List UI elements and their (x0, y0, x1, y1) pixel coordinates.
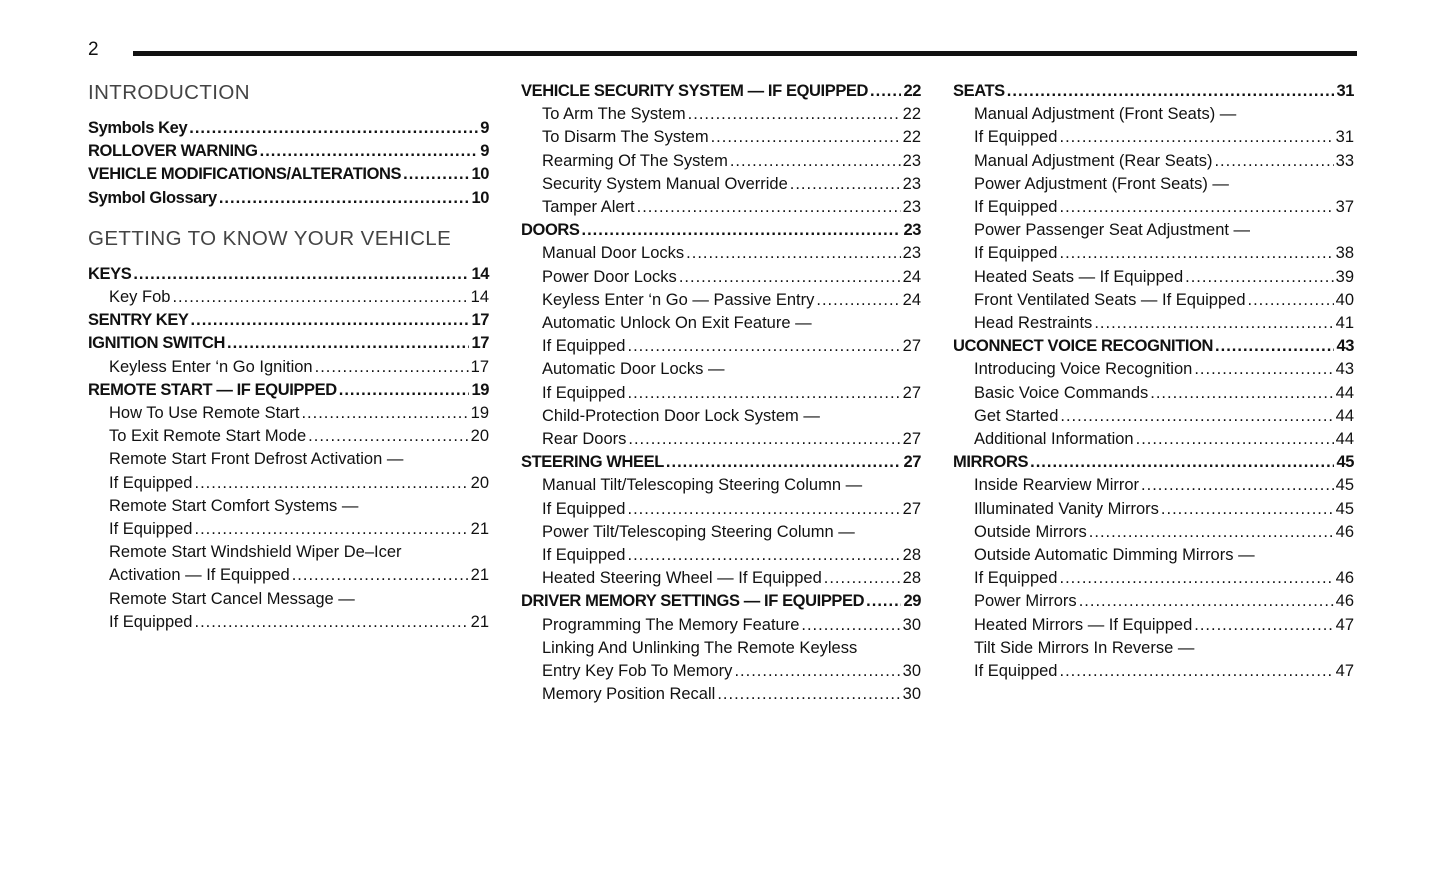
toc-sub-entry[interactable] (953, 567, 1354, 590)
dot-leader (1059, 126, 1333, 149)
toc-page-number: 22 (903, 82, 921, 100)
toc-page-number: 19 (470, 404, 489, 423)
toc-page-number: 14 (471, 264, 489, 283)
toc-sub-entry (521, 358, 921, 381)
toc-page-number: 17 (470, 357, 489, 376)
toc-entry-title: Power Passenger Seat Adjustment — (974, 221, 1251, 240)
toc-sub-entry (953, 103, 1354, 126)
toc-page-number: 10 (471, 188, 489, 207)
toc-entry-title: DRIVER MEMORY SETTINGS — IF EQUIPPED (521, 592, 865, 611)
toc-sub-entry[interactable] (953, 126, 1354, 149)
dot-leader (1150, 382, 1333, 405)
toc-sub-entry[interactable] (953, 382, 1354, 405)
toc-sub-entry[interactable] (521, 683, 921, 706)
toc-entry-title: If Equipped (974, 128, 1058, 147)
toc-entry-title: Key Fob (109, 288, 171, 307)
toc-sub-entry[interactable] (521, 126, 921, 149)
toc-sub-entry[interactable] (953, 196, 1354, 219)
toc-sub-entry[interactable] (521, 567, 921, 590)
toc-sub-entry[interactable] (953, 150, 1354, 173)
toc-entry-title: Remote Start Windshield Wiper De–Icer (109, 543, 402, 562)
toc-sub-entry[interactable] (88, 518, 489, 541)
dot-leader (172, 286, 468, 309)
toc-main-entry[interactable] (521, 451, 921, 474)
toc-main-entry[interactable] (521, 80, 921, 103)
toc-sub-entry[interactable] (88, 402, 489, 425)
toc-entry-title: DOORS (521, 221, 580, 240)
toc-main-entry[interactable] (88, 117, 489, 140)
dot-leader (1094, 312, 1333, 335)
toc-entry-title: Power Adjustment (Front Seats) — (974, 174, 1229, 193)
dot-leader (734, 660, 900, 683)
toc-page-number: 24 (902, 290, 921, 309)
toc-page-number: 14 (470, 288, 489, 307)
toc-page-number: 46 (1335, 592, 1354, 611)
toc-sub-entry[interactable] (953, 614, 1354, 637)
toc-entry-title: Remote Start Cancel Message — (109, 589, 355, 608)
toc-entry-title: If Equipped (974, 662, 1058, 681)
toc-page-number: 30 (902, 685, 921, 704)
dot-leader (870, 80, 901, 103)
toc-entry-title: Manual Adjustment (Front Seats) — (974, 105, 1237, 124)
dot-leader (1059, 567, 1333, 590)
toc-sub-entry[interactable] (953, 358, 1354, 381)
toc-page-number: 43 (1336, 337, 1354, 356)
toc-sub-entry[interactable] (521, 196, 921, 219)
toc-main-entry[interactable] (953, 80, 1354, 103)
toc-main-entry[interactable] (88, 263, 489, 286)
toc-entry-title: STEERING WHEEL (521, 453, 664, 472)
toc-entry-title: If Equipped (974, 244, 1058, 263)
dot-leader (1007, 80, 1335, 103)
toc-page-number: 21 (470, 612, 489, 631)
dot-leader (219, 187, 470, 210)
toc-sub-entry[interactable] (521, 382, 921, 405)
toc-entry-title: Automatic Unlock On Exit Feature — (542, 314, 812, 333)
toc-sub-entry (88, 588, 489, 611)
toc-page-number: 23 (902, 198, 921, 217)
toc-page-number: 31 (1336, 82, 1354, 100)
toc-page-number: 23 (902, 174, 921, 193)
toc-page-number: 46 (1335, 569, 1354, 588)
toc-entry-title: If Equipped (974, 198, 1058, 217)
toc-entry-title: Keyless Enter ‘n Go Ignition (109, 357, 313, 376)
toc-page-number: 28 (902, 569, 921, 588)
dot-leader (1248, 289, 1334, 312)
toc-entry-title: Tamper Alert (542, 198, 635, 217)
toc-entry-title: IGNITION SWITCH (88, 334, 225, 353)
toc-entry-title: If Equipped (542, 383, 626, 402)
toc-sub-entry[interactable] (521, 660, 921, 683)
toc-entry-title: Manual Tilt/Telescoping Steering Column — (542, 476, 863, 495)
toc-sub-entry (88, 541, 489, 564)
toc-sub-entry (521, 312, 921, 335)
toc-page-number: 9 (480, 142, 489, 161)
toc-entry-title: To Arm The System (542, 105, 686, 124)
toc-page-number: 21 (470, 520, 489, 539)
dot-leader (1059, 196, 1333, 219)
dot-leader (1194, 358, 1333, 381)
toc-entry-title: Power Door Locks (542, 267, 677, 286)
toc-entry-title: Memory Position Recall (542, 685, 716, 704)
toc-entry-title: Symbol Glossary (88, 188, 217, 207)
toc-page-number: 27 (902, 430, 921, 449)
toc-entry-title: SENTRY KEY (88, 311, 189, 330)
dot-leader (227, 332, 469, 355)
toc-column-1 (88, 80, 489, 634)
toc-entry-title: Keyless Enter ‘n Go — Passive Entry (542, 290, 815, 309)
toc-page-number: 27 (902, 383, 921, 402)
toc-entry-title: If Equipped (542, 546, 626, 565)
toc-sub-entry[interactable] (953, 590, 1354, 613)
toc-sub-entry (88, 495, 489, 518)
dot-leader (1214, 150, 1333, 173)
dot-leader (191, 309, 470, 332)
toc-page-number: 19 (471, 380, 489, 399)
dot-leader (315, 356, 469, 379)
dot-leader (194, 518, 468, 541)
dot-leader (717, 683, 900, 706)
toc-entry-title: Linking And Unlinking The Remote Keyless (542, 638, 858, 657)
toc-entry-title: Power Tilt/Telescoping Steering Column — (542, 522, 855, 541)
toc-page-number: 30 (902, 615, 921, 634)
toc-sub-entry[interactable] (521, 428, 921, 451)
toc-page-number: 23 (902, 151, 921, 170)
toc-sub-entry (88, 448, 489, 471)
dot-leader (260, 140, 479, 163)
toc-main-entry[interactable] (88, 309, 489, 332)
toc-sub-entry[interactable] (953, 498, 1354, 521)
toc-page-number: 31 (1335, 128, 1354, 147)
toc-entry-title: Rear Doors (542, 430, 627, 449)
toc-sub-entry[interactable] (88, 472, 489, 495)
toc-entry-title: To Exit Remote Start Mode (109, 427, 307, 446)
toc-page-number: 44 (1335, 383, 1354, 402)
toc-page-number: 22 (902, 105, 921, 124)
toc-page-number: 27 (902, 337, 921, 356)
toc-entry-title: Automatic Door Locks — (542, 360, 725, 379)
toc-entry-title: Inside Rearview Mirror (974, 476, 1140, 495)
header-rule (133, 51, 1357, 56)
toc-page-number: 17 (471, 334, 489, 353)
dot-leader (1161, 498, 1334, 521)
toc-sub-entry (521, 637, 921, 660)
toc-page-number: 46 (1335, 522, 1354, 541)
toc-entry-title: REMOTE START — IF EQUIPPED (88, 380, 337, 399)
toc-entry-title: Child-Protection Door Lock System — (542, 406, 820, 425)
toc-entry-title: Additional Information (974, 430, 1134, 449)
section-heading: INTRODUCTION (88, 81, 250, 104)
toc-entry-title: Remote Start Comfort Systems — (109, 496, 359, 515)
dot-leader (627, 382, 900, 405)
dot-leader (730, 150, 901, 173)
dot-leader (189, 117, 478, 140)
toc-page-number: 45 (1335, 476, 1354, 495)
toc-sub-entry (521, 405, 921, 428)
toc-sub-entry[interactable] (521, 498, 921, 521)
toc-sub-entry[interactable] (953, 521, 1354, 544)
dot-leader (627, 335, 900, 358)
toc-entry-title: Manual Door Locks (542, 244, 685, 263)
toc-sub-entry[interactable] (953, 266, 1354, 289)
toc-sub-entry[interactable] (521, 103, 921, 126)
dot-leader (627, 498, 900, 521)
toc-column-3 (953, 80, 1354, 683)
dot-leader (801, 614, 900, 637)
toc-page-number: 44 (1335, 406, 1354, 425)
toc-entry-title: Entry Key Fob To Memory (542, 662, 733, 681)
toc-page-number: 47 (1335, 615, 1354, 634)
toc-sub-entry (953, 219, 1354, 242)
dot-leader (627, 544, 900, 567)
toc-main-entry[interactable] (88, 187, 489, 210)
toc-main-entry[interactable] (521, 590, 921, 613)
toc-page-number: 33 (1335, 151, 1354, 170)
toc-entry-title: If Equipped (109, 612, 193, 631)
toc-entry-title: Basic Voice Commands (974, 383, 1149, 402)
toc-entry-title: If Equipped (542, 337, 626, 356)
toc-entry-title: KEYS (88, 264, 132, 283)
toc-page-number: 47 (1335, 662, 1354, 681)
toc-entry-title: UCONNECT VOICE RECOGNITION (953, 337, 1214, 356)
toc-main-entry[interactable] (88, 163, 489, 186)
toc-sub-entry (521, 474, 921, 497)
toc-entry-title: Activation — If Equipped (109, 566, 290, 585)
toc-sub-entry[interactable] (521, 150, 921, 173)
toc-entry-title: Remote Start Front Defrost Activation — (109, 450, 404, 469)
toc-page-number: 27 (903, 453, 921, 472)
toc-entry-title: Outside Automatic Dimming Mirrors — (974, 546, 1255, 565)
toc-page-number: 22 (902, 128, 921, 147)
toc-entry-title: How To Use Remote Start (109, 404, 300, 423)
toc-entry-title: Power Mirrors (974, 592, 1077, 611)
page-number: 2 (88, 39, 99, 60)
toc-sub-entry[interactable] (88, 564, 489, 587)
toc-page-number: 21 (470, 566, 489, 585)
toc-page-number: 44 (1335, 430, 1354, 449)
toc-page-number: 37 (1335, 198, 1354, 217)
dot-leader (866, 590, 901, 613)
toc-entry-title: Heated Steering Wheel — If Equipped (542, 569, 822, 588)
toc-sub-entry[interactable] (953, 405, 1354, 428)
dot-leader (292, 564, 469, 587)
toc-entry-title: Programming The Memory Feature (542, 615, 800, 634)
toc-sub-entry[interactable] (521, 173, 921, 196)
dot-leader (1136, 428, 1334, 451)
dot-leader (308, 425, 468, 448)
toc-entry-title: To Disarm The System (542, 128, 709, 147)
toc-sub-entry[interactable] (953, 312, 1354, 335)
toc-entry-title: If Equipped (109, 520, 193, 539)
toc-sub-entry (521, 521, 921, 544)
toc-page-number: 43 (1335, 360, 1354, 379)
dot-leader (301, 402, 468, 425)
toc-sub-entry[interactable] (953, 242, 1354, 265)
toc-entry-title: Outside Mirrors (974, 522, 1087, 541)
toc-entry-title: Front Ventilated Seats — If Equipped (974, 290, 1246, 309)
toc-main-entry[interactable] (88, 140, 489, 163)
toc-page-number: 41 (1335, 314, 1354, 333)
toc-entry-title: VEHICLE MODIFICATIONS/ALTERATIONS (88, 165, 402, 184)
dot-leader (637, 196, 901, 219)
section-heading: GETTING TO KNOW YOUR VEHICLE (88, 226, 452, 250)
toc-entry-title: SEATS (953, 82, 1005, 100)
toc-sub-entry[interactable] (88, 425, 489, 448)
dot-leader (666, 451, 902, 474)
toc-main-entry[interactable] (88, 332, 489, 355)
dot-leader (1141, 474, 1334, 497)
toc-sub-entry[interactable] (521, 266, 921, 289)
toc-sub-entry[interactable] (953, 660, 1354, 683)
toc-page-number: 29 (903, 592, 921, 611)
toc-page-number: 17 (471, 311, 489, 330)
dot-leader (194, 611, 468, 634)
toc-entry-title: Rearming Of The System (542, 151, 728, 170)
toc-entry-title: If Equipped (109, 473, 193, 492)
toc-sub-entry[interactable] (953, 289, 1354, 312)
toc-entry-title: Tilt Side Mirrors In Reverse — (974, 638, 1195, 657)
toc-entry-title: If Equipped (974, 569, 1058, 588)
dot-leader (688, 103, 901, 126)
toc-sub-entry[interactable] (521, 335, 921, 358)
toc-entry-title: Head Restraints (974, 314, 1093, 333)
dot-leader (1059, 242, 1333, 265)
toc-entry-title: Introducing Voice Recognition (974, 360, 1193, 379)
toc-sub-entry[interactable] (521, 289, 921, 312)
dot-leader (1215, 335, 1334, 358)
dot-leader (133, 263, 469, 286)
toc-page-number: 9 (480, 119, 489, 137)
toc-main-entry[interactable] (521, 219, 921, 242)
dot-leader (1089, 521, 1334, 544)
dot-leader (403, 163, 469, 186)
toc-sub-entry[interactable] (953, 474, 1354, 497)
toc-entry-title: Symbols Key (88, 119, 188, 137)
toc-entry-title: Manual Adjustment (Rear Seats) (974, 151, 1213, 170)
toc-column-2 (521, 80, 921, 706)
toc-sub-entry (953, 637, 1354, 660)
toc-entry-title: If Equipped (542, 499, 626, 518)
toc-entry-title: Illuminated Vanity Mirrors (974, 499, 1159, 518)
toc-sub-entry[interactable] (88, 611, 489, 634)
dot-leader (628, 428, 900, 451)
dot-leader (194, 472, 468, 495)
toc-page-number: 45 (1335, 499, 1354, 518)
toc-page-number: 20 (470, 427, 489, 446)
dot-leader (790, 173, 901, 196)
toc-entry-title: Security System Manual Override (542, 174, 788, 193)
toc-sub-entry[interactable] (88, 356, 489, 379)
toc-page-number: 45 (1336, 453, 1354, 472)
dot-leader (1030, 451, 1334, 474)
toc-page-number: 28 (902, 546, 921, 565)
toc-page-number: 23 (903, 221, 921, 240)
toc-page-number: 23 (902, 244, 921, 263)
toc-entry-title: Heated Mirrors — If Equipped (974, 615, 1193, 634)
dot-leader (1060, 405, 1333, 428)
dot-leader (339, 379, 470, 402)
dot-leader (711, 126, 901, 149)
dot-leader (824, 567, 901, 590)
toc-page-number: 40 (1335, 290, 1354, 309)
dot-leader (679, 266, 901, 289)
dot-leader (686, 242, 900, 265)
toc-page-number: 27 (902, 499, 921, 518)
dot-leader (1185, 266, 1334, 289)
toc-sub-entry (953, 173, 1354, 196)
toc-entry-title: Heated Seats — If Equipped (974, 267, 1184, 286)
toc-page-number: 39 (1335, 267, 1354, 286)
toc-page-number: 30 (902, 662, 921, 681)
dot-leader (1079, 590, 1334, 613)
dot-leader (1059, 660, 1333, 683)
toc-page-number: 38 (1335, 244, 1354, 263)
dot-leader (582, 219, 902, 242)
toc-page-number: 10 (471, 165, 489, 184)
toc-entry-title: ROLLOVER WARNING (88, 142, 258, 161)
toc-main-entry[interactable] (88, 379, 489, 402)
toc-sub-entry[interactable] (953, 428, 1354, 451)
toc-entry-title: Get Started (974, 406, 1059, 425)
toc-sub-entry[interactable] (521, 242, 921, 265)
toc-main-entry[interactable] (953, 335, 1354, 358)
dot-leader (1194, 614, 1333, 637)
dot-leader (816, 289, 900, 312)
toc-sub-entry (953, 544, 1354, 567)
toc-sub-entry[interactable] (88, 286, 489, 309)
toc-main-entry[interactable] (953, 451, 1354, 474)
toc-entry-title: MIRRORS (953, 453, 1029, 472)
toc-sub-entry[interactable] (521, 544, 921, 567)
toc-page-number: 24 (902, 267, 921, 286)
toc-page-number: 20 (470, 473, 489, 492)
toc-sub-entry[interactable] (521, 614, 921, 637)
toc-entry-title: VEHICLE SECURITY SYSTEM — IF EQUIPPED (521, 82, 869, 100)
